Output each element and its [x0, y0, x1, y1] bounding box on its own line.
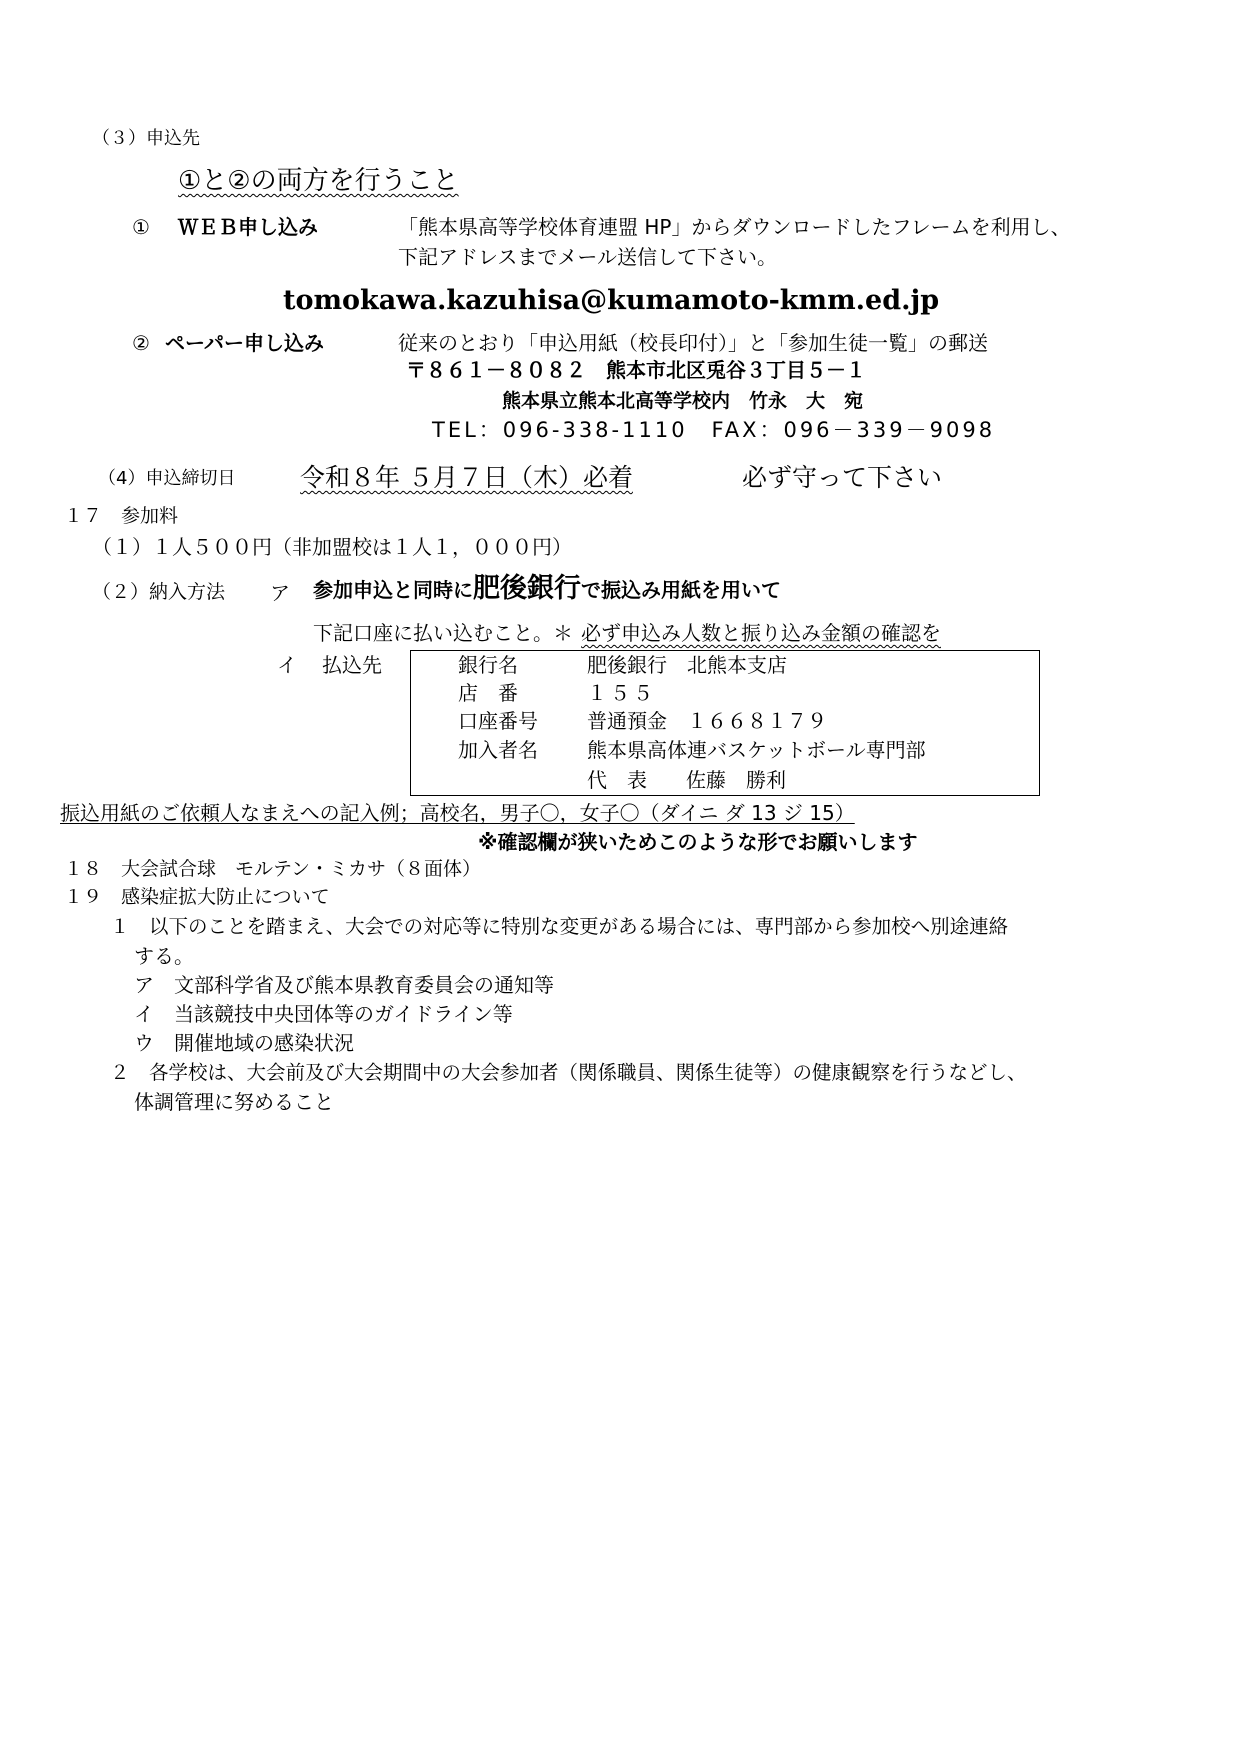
- payment-a-mark: ア: [270, 581, 290, 605]
- section18-line: １８ 大会試合球 モルテン・ミカサ（８面体）: [64, 858, 482, 880]
- tel-fax: TEL：096-338-1110 FAX：096－339－9098: [432, 418, 996, 442]
- paper-desc: 従来のとおり「申込用紙（校長印付）」と「参加生徒一覧」の郵送: [398, 331, 988, 355]
- fee-line: （１）１人５００円（非加盟校は１人１，０００円）: [92, 535, 572, 559]
- item2-line1: ２ 各学校は、大会前及び大会期間中の大会参加者（関係職員、関係生徒等）の健康観察を行うなどし、: [110, 1061, 1027, 1084]
- payment-a-line2-prefix: 下記口座に払い込むこと。＊: [313, 621, 573, 645]
- representative-label: 代 表: [587, 768, 647, 792]
- branch-label: 店 番: [458, 681, 518, 705]
- holder-label: 加入者名: [458, 738, 538, 762]
- web-desc-line2: 下記アドレスまでメール送信して下さい。: [398, 245, 777, 269]
- payment-i-mark: イ: [277, 653, 297, 677]
- paper-number: ②: [132, 331, 150, 355]
- paper-label: ペーパー申し込み: [165, 331, 324, 355]
- holder-value: 熊本県高体連バスケットボール専門部: [587, 738, 926, 762]
- account-value: 普通預金 １６６８１７９: [587, 709, 827, 733]
- payment-a-line2-emph: 必ず申込み人数と振り込み金額の確認を: [581, 621, 941, 645]
- section4-heading: （4）申込締切日: [98, 468, 236, 489]
- school-address: 熊本県立熊本北高等学校内 竹永 大 宛: [502, 390, 864, 412]
- web-desc-line1: 「熊本県高等学校体育連盟 HP」からダウンロードしたフレームを利用し、: [398, 215, 1071, 239]
- item2-line2: 体調管理に努めること: [134, 1090, 334, 1114]
- remitter-note: ※確認欄が狭いためこのような形でお願いします: [478, 830, 918, 854]
- item1-line2: する。: [134, 944, 194, 968]
- web-label: ＷＥＢ申し込み: [178, 215, 318, 239]
- account-label: 口座番号: [458, 709, 538, 733]
- email-address[interactable]: tomokawa.kazuhisa@kumamoto-kmm.ed.jp: [283, 285, 940, 316]
- branch-value: １５５: [587, 681, 656, 705]
- sub-item-a: ア 文部科学省及び熊本県教育委員会の通知等: [134, 973, 554, 997]
- web-number: ①: [132, 215, 150, 239]
- bank-value: 肥後銀行 北熊本支店: [587, 653, 787, 677]
- payment-a-text1: 参加申込と同時に: [313, 578, 473, 602]
- section17-heading: １７ 参加料: [64, 505, 179, 527]
- bank-label: 銀行名: [458, 653, 518, 677]
- postal-address: 〒８６１－８０８２ 熊本市北区兎谷３丁目５－１: [406, 358, 866, 382]
- representative-value: 佐藤 勝利: [686, 768, 786, 792]
- section19-heading: １９ 感染症拡大防止について: [64, 886, 330, 908]
- sub-item-u: ウ 開催地域の感染状況: [134, 1031, 354, 1055]
- payment-method-label: （２）納入方法: [92, 581, 226, 603]
- remitter-name-example: 振込用紙のご依頼人なまえへの記入例；高校名，男子〇，女子〇（ダイニ ダ 13 ジ 15）: [60, 801, 855, 825]
- payment-a-text2: で振込み用紙を用いて: [581, 578, 781, 602]
- section3-heading: （３）申込先: [92, 128, 200, 149]
- deadline-date: 令和８年 ５月７日（木）必着: [300, 463, 633, 492]
- deadline-note: 必ず守って下さい: [742, 463, 943, 492]
- sub-item-i: イ 当該競技中央団体等のガイドライン等: [134, 1002, 513, 1026]
- item1-line1: １ 以下のことを踏まえ、大会での対応等に特別な変更がある場合には、専門部から参加校へ別途連絡: [110, 915, 1009, 938]
- payment-bank-name: 肥後銀行: [473, 573, 581, 604]
- both-methods-note: ①と②の両方を行うこと: [178, 166, 459, 196]
- payment-i-label: 払込先: [322, 653, 382, 677]
